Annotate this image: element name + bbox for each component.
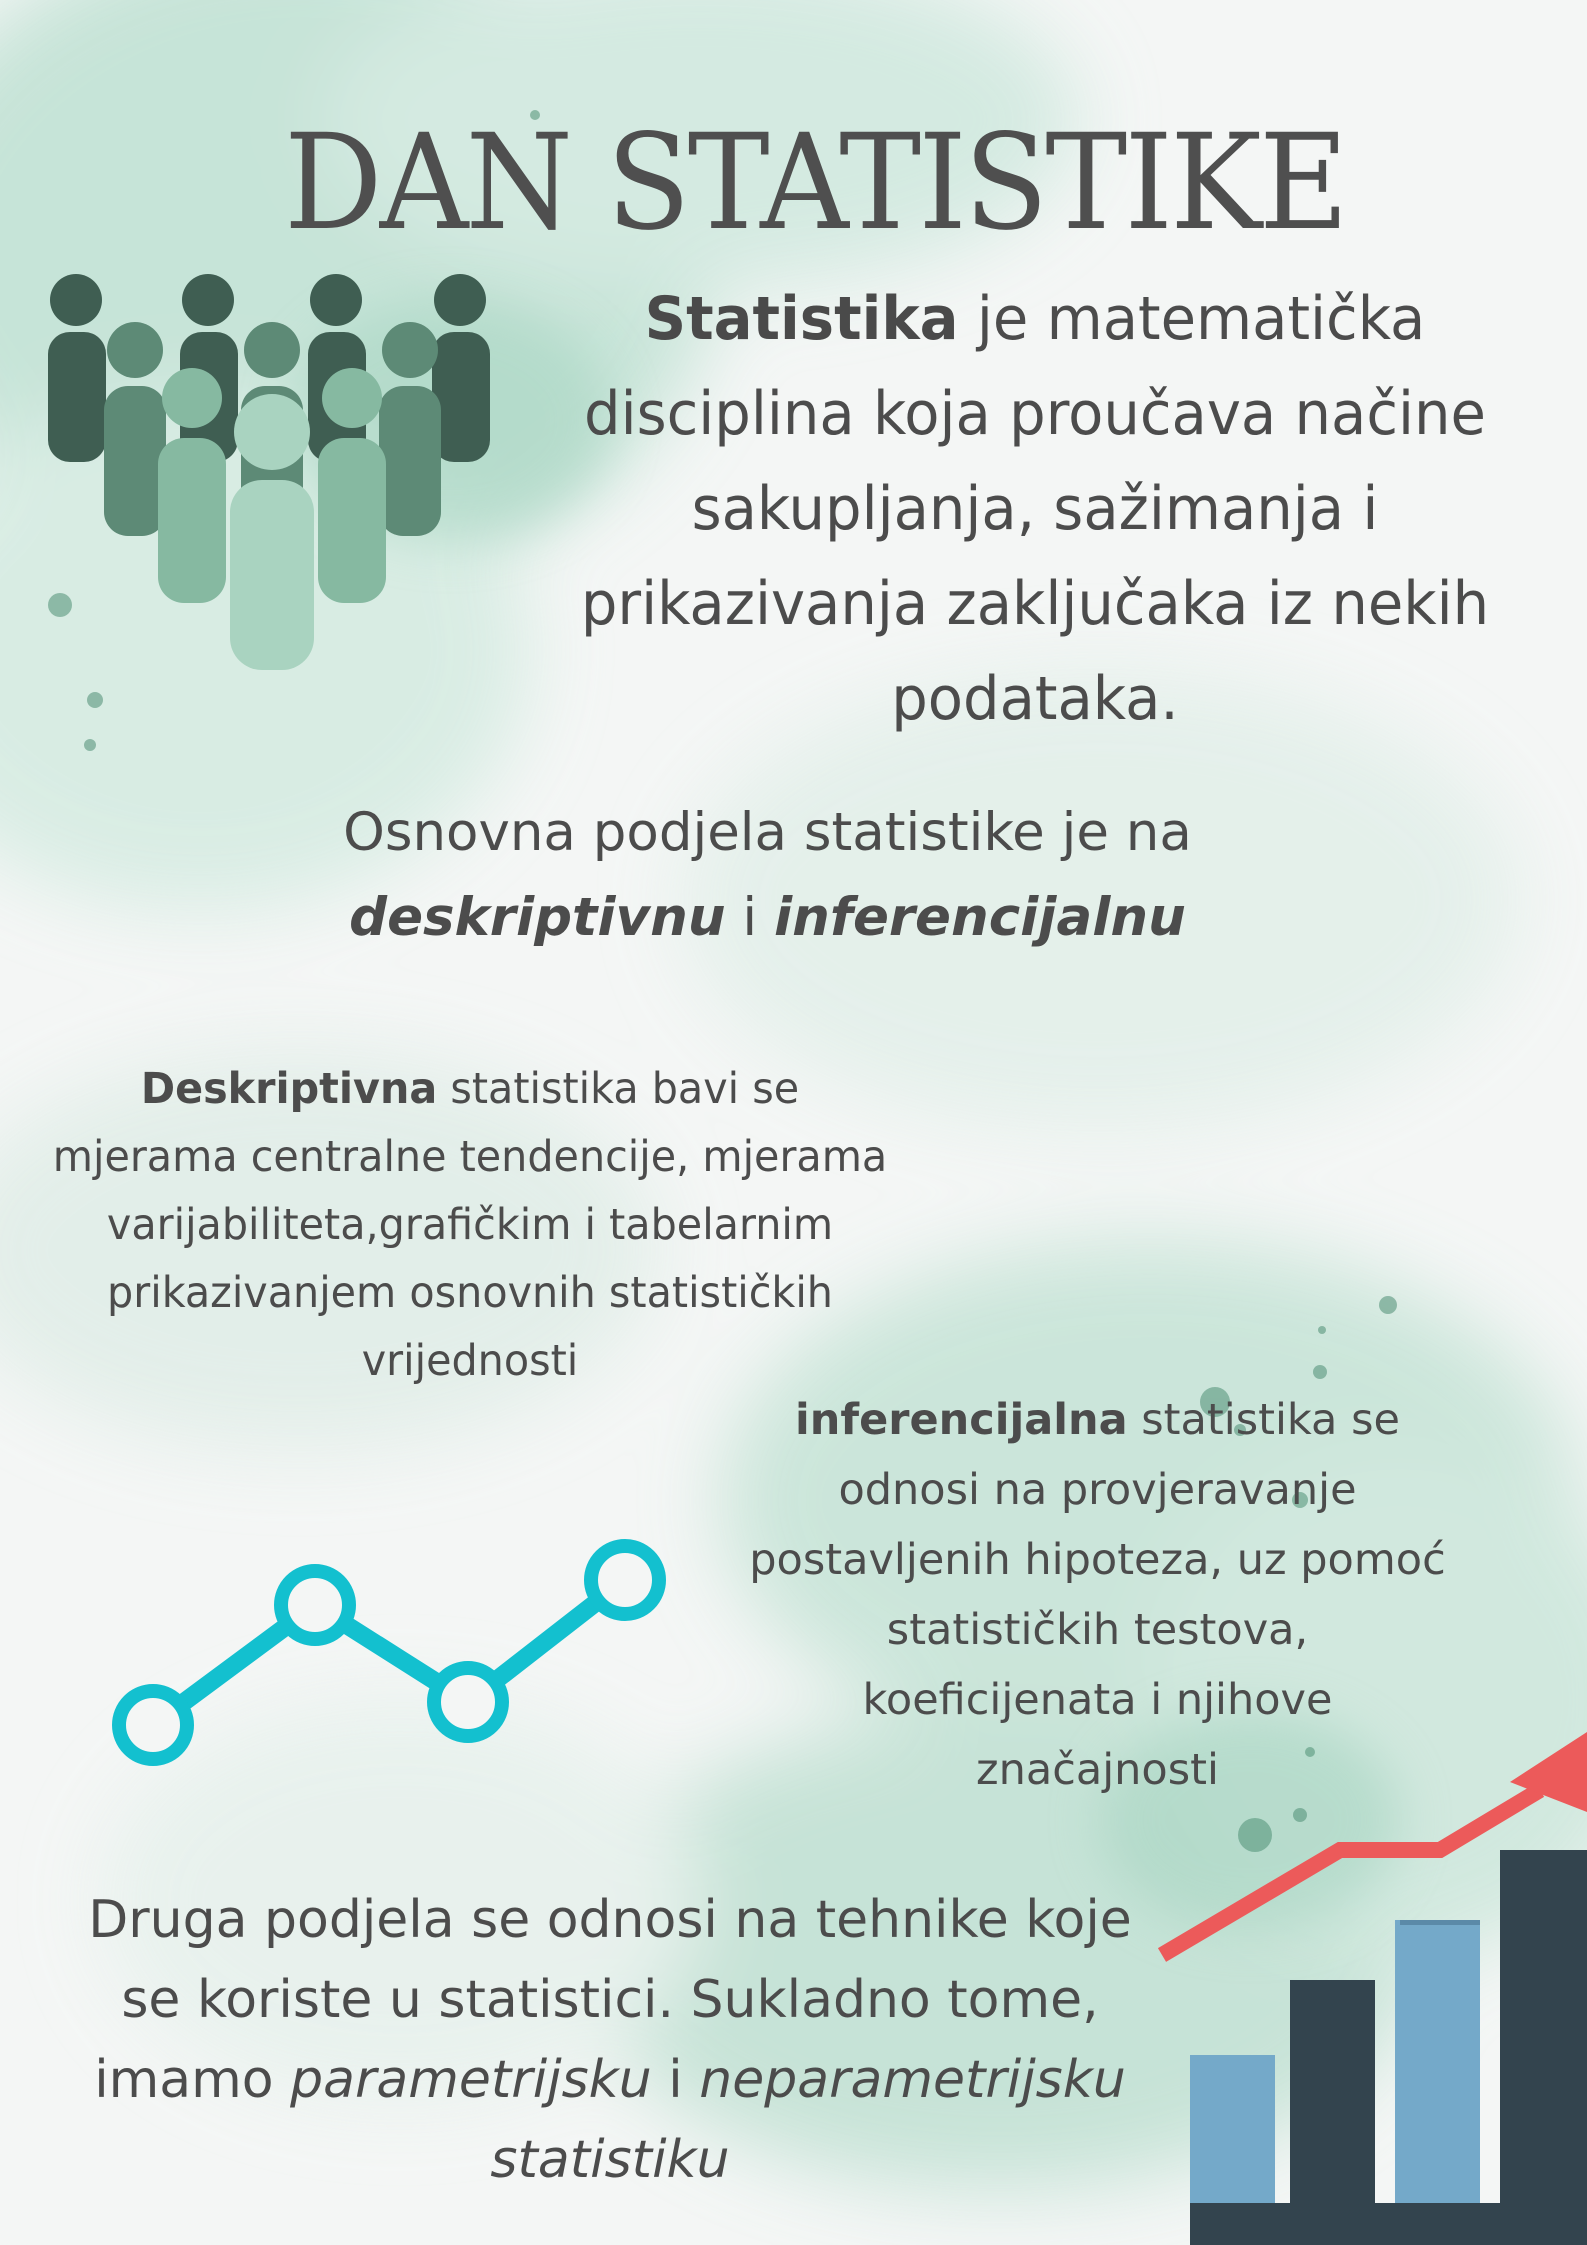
definition-text: je matematička disciplina koja proučava načine sakupljanja, sažimanja i prikazivanja zaključaka iz nekih podataka. xyxy=(580,284,1490,734)
division-term-descriptive: deskriptivnu xyxy=(349,887,726,948)
division-lead: Osnovna podjela statistike je na xyxy=(343,802,1192,863)
descriptive-text: statistika bavi se mjerama centralne tendencije, mjerama varijabiliteta,grafičkim i tabelarnim prikazivanjem osnovnih statističkih vrijednosti xyxy=(52,1064,888,1386)
techniques-lead: Druga podjela se odnosi na tehnike koje se koriste u statistici. Sukladno tome, imamo xyxy=(88,1890,1132,2110)
inferential-term: inferencijalna xyxy=(795,1395,1128,1445)
basic-division xyxy=(230,790,1305,960)
techniques-joiner: i xyxy=(651,2050,700,2110)
definition-term: Statistika xyxy=(644,284,959,354)
page-title: DAN STATISTIKE xyxy=(284,106,1346,260)
division-joiner: i xyxy=(725,887,774,948)
bar-chart-growth-icon xyxy=(1150,1720,1587,2245)
techniques-term-nonparametric: neparametrijsku statistiku xyxy=(490,2050,1126,2190)
line-chart-icon xyxy=(105,1530,675,1780)
inferential-text: statistika se odnosi na provjeravanje postavljenih hipoteza, uz pomoć statističkih testova, koeficijenata i njihove značajnosti xyxy=(749,1395,1446,1795)
division-term-inferential: inferencijalnu xyxy=(773,887,1186,948)
statistics-definition xyxy=(560,272,1510,747)
descriptive-term: Deskriptivna xyxy=(140,1064,438,1114)
techniques-division xyxy=(70,1880,1150,2200)
techniques-term-parametric: parametrijsku xyxy=(290,2050,652,2110)
people-group-icon xyxy=(40,270,510,670)
descriptive-statistics-text xyxy=(48,1055,893,1395)
